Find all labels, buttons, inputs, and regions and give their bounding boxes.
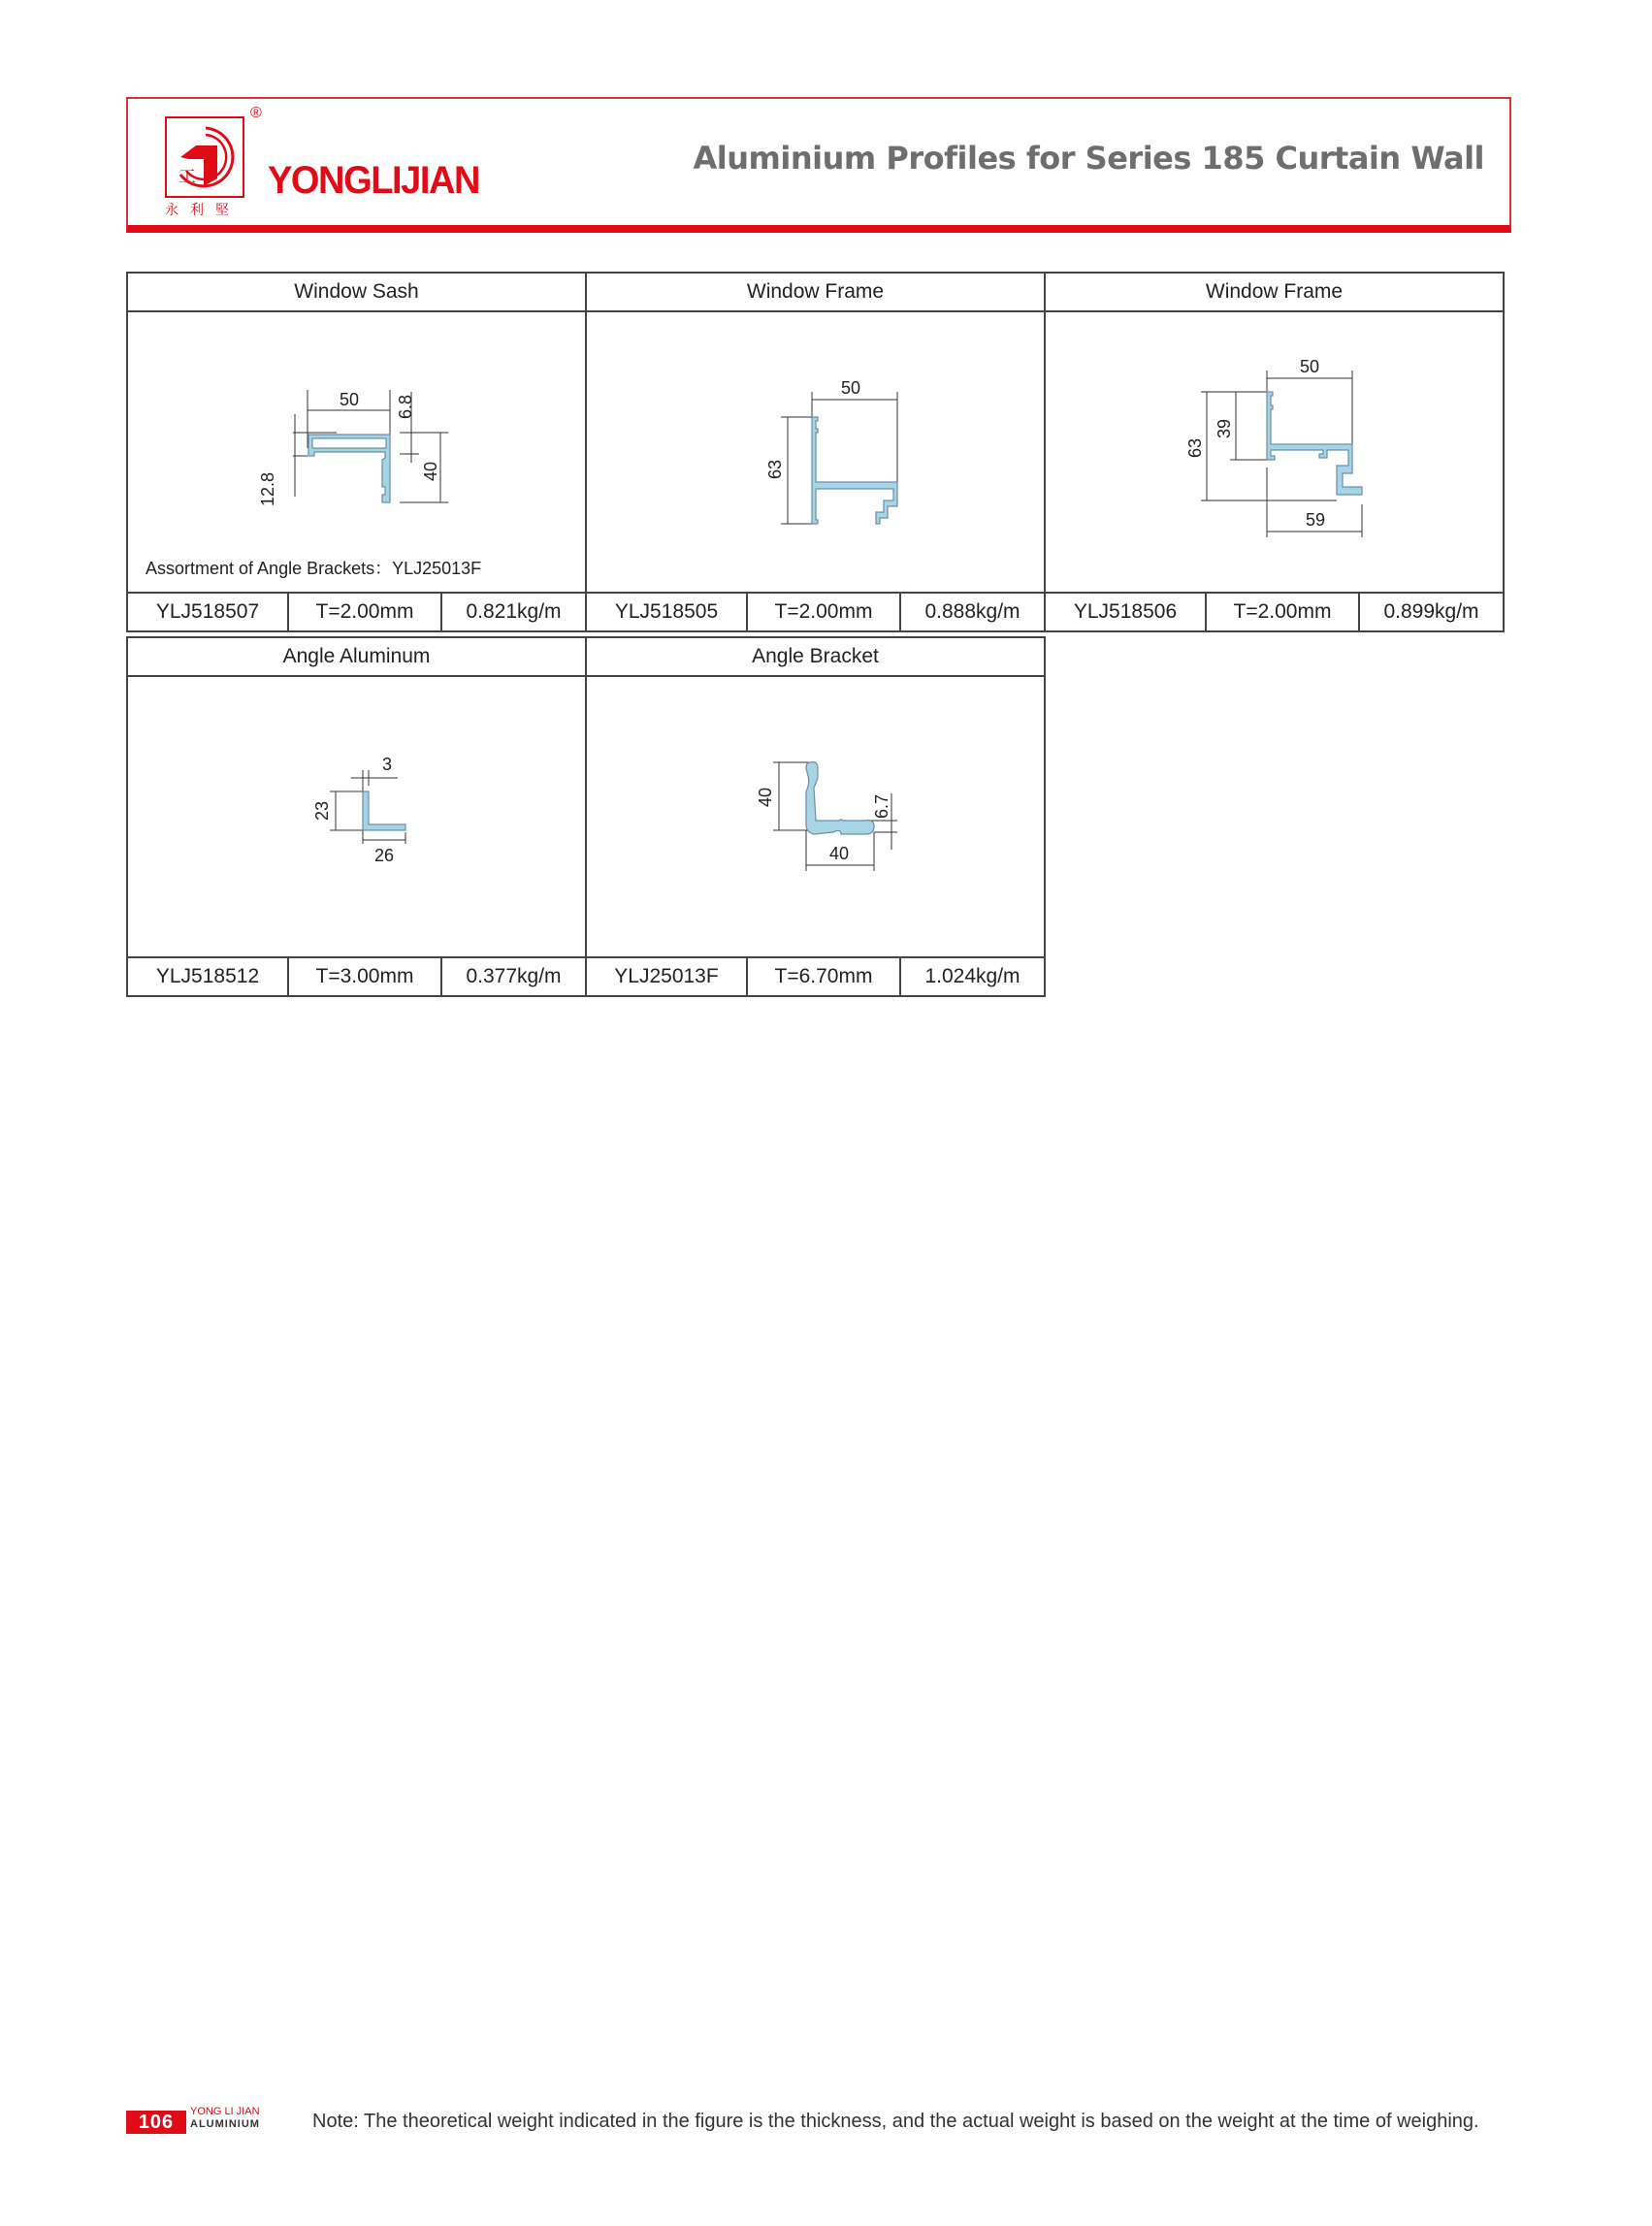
profile-code: YLJ518505: [587, 594, 748, 630]
profile-thickness: T=2.00mm: [748, 594, 901, 630]
svg-text:50: 50: [340, 390, 360, 409]
profile-code: YLJ518507: [128, 594, 289, 630]
svg-text:12.8: 12.8: [258, 471, 277, 506]
profile-card-window-frame-506: [1044, 272, 1505, 632]
window-sash-profile-icon: [128, 312, 584, 594]
profile-weight: 0.888kg/m: [924, 600, 1020, 623]
profiles-row-2: [126, 636, 1044, 997]
svg-text:40: 40: [756, 787, 775, 807]
profile-code: YLJ25013F: [587, 958, 748, 995]
profile-drawing: [128, 312, 585, 594]
profile-weight: 0.821kg/m: [466, 600, 562, 623]
svg-text:6.8: 6.8: [396, 394, 415, 419]
profile-thickness: T=2.00mm: [1207, 594, 1360, 630]
footer-brand-line1: YONG LI JIAN: [190, 2106, 260, 2117]
profile-title: Window Frame: [587, 274, 1044, 312]
svg-text:40: 40: [829, 844, 850, 863]
company-logo-icon: [165, 116, 244, 198]
profile-drawing: [587, 312, 1044, 594]
profile-weight: 0.899kg/m: [1383, 600, 1479, 623]
profile-thickness: T=6.70mm: [748, 958, 901, 995]
window-frame-profile-icon: [587, 312, 1043, 594]
profile-title: Window Frame: [1046, 274, 1503, 312]
svg-text:50: 50: [1300, 357, 1320, 376]
page-header: [126, 97, 1511, 233]
svg-text:40: 40: [421, 461, 440, 481]
footer-brand: [190, 2107, 260, 2130]
svg-text:26: 26: [374, 846, 395, 865]
profile-title: Angle Aluminum: [128, 638, 585, 677]
svg-text:工: 工: [178, 167, 196, 187]
weight-disclaimer-note: Note: The theoretical weight indicated in the figure is the thickness, and the actual weight is based on the weight at the time of weighing.: [312, 2111, 1479, 2132]
footer-brand-line2: ALUMINIUM: [190, 2118, 260, 2130]
profile-card-window-frame-505: [585, 272, 1046, 632]
angle-aluminum-profile-icon: [128, 677, 584, 958]
page-title: Aluminium Profiles for Series 185 Curtain Wall: [693, 140, 1484, 177]
svg-text:23: 23: [312, 800, 332, 821]
angle-bracket-profile-icon: [587, 677, 1043, 958]
profile-weight: 0.377kg/m: [466, 965, 562, 987]
profile-code: YLJ518512: [128, 958, 289, 995]
profile-thickness: T=3.00mm: [289, 958, 442, 995]
profiles-row-1: [126, 272, 1503, 632]
brand-name: YONGLIJIAN: [268, 159, 480, 202]
brand-chinese-name: 永利堅: [165, 203, 241, 218]
profile-specs: [587, 594, 1044, 630]
profile-weight: 1.024kg/m: [924, 965, 1020, 987]
svg-text:63: 63: [765, 459, 785, 479]
profile-card-angle-bracket: [585, 636, 1046, 997]
profile-card-angle-aluminum: [126, 636, 587, 997]
svg-text:6.7: 6.7: [872, 793, 891, 819]
profile-specs: [587, 958, 1044, 995]
page-number: 106: [126, 2111, 186, 2134]
profile-title: Angle Bracket: [587, 638, 1044, 677]
svg-text:3: 3: [382, 755, 393, 774]
profile-thickness: T=2.00mm: [289, 594, 442, 630]
profile-drawing: [128, 677, 585, 958]
profile-card-window-sash: [126, 272, 587, 632]
registered-trademark: ®: [250, 105, 262, 121]
profile-code: YLJ518506: [1046, 594, 1207, 630]
svg-text:63: 63: [1185, 437, 1205, 458]
svg-text:59: 59: [1306, 510, 1326, 530]
svg-text:50: 50: [841, 378, 861, 398]
profile-title: Window Sash: [128, 274, 585, 312]
window-frame-stepped-profile-icon: [1046, 312, 1502, 594]
profile-specs: [128, 594, 585, 630]
svg-text:39: 39: [1215, 418, 1234, 438]
profile-specs: [128, 958, 585, 995]
profile-drawing: [1046, 312, 1503, 594]
profile-drawing: [587, 677, 1044, 958]
profile-specs: [1046, 594, 1503, 630]
angle-bracket-assortment-note: Assortment of Angle Brackets：YLJ25013F: [146, 559, 482, 578]
